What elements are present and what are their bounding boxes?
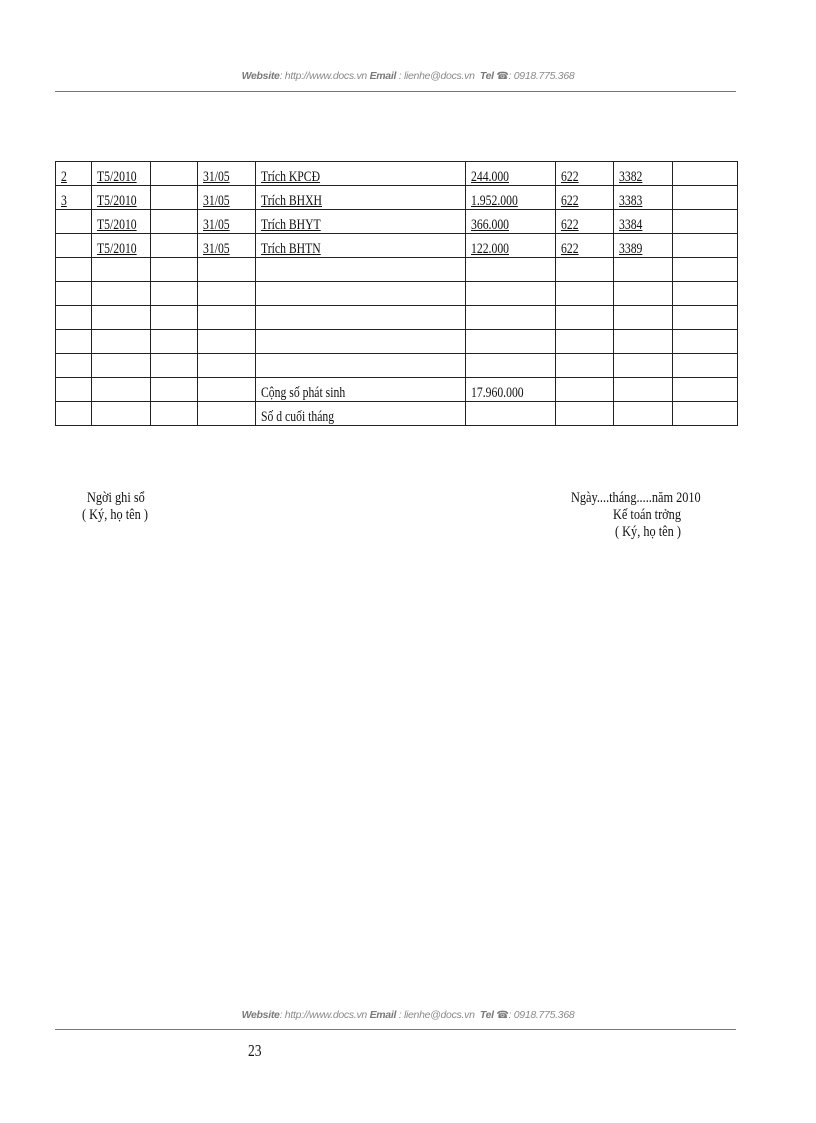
- voucher-ref-cell: [151, 378, 198, 402]
- recorder-title: Ngời ghi sổ: [87, 490, 145, 506]
- entry-no-cell: [56, 402, 92, 426]
- entry-no-cell: [56, 354, 92, 378]
- voucher-date-text: 31/05: [203, 217, 230, 233]
- chief-accountant-signature-block: [571, 490, 741, 541]
- footer-phone-icon: ☎: [496, 1010, 509, 1021]
- credit-account-cell: [614, 210, 673, 234]
- note-cell: [673, 306, 738, 330]
- credit-account-text: 3382: [619, 169, 643, 185]
- description-cell: [256, 306, 466, 330]
- debit-account-cell: [556, 306, 614, 330]
- entry-no-text: 2: [61, 169, 67, 185]
- table-row: [56, 234, 738, 258]
- voucher-date-text: 31/05: [203, 193, 230, 209]
- recorder-signature-block: [82, 490, 162, 524]
- description-cell: [256, 162, 466, 186]
- credit-account-cell: [614, 282, 673, 306]
- amount-cell: [466, 258, 556, 282]
- footer-email-value[interactable]: : lienhe@docs.vn: [398, 1009, 475, 1021]
- description-text: Số d cuối tháng: [261, 409, 335, 425]
- credit-account-text: 3389: [619, 241, 643, 257]
- website-url[interactable]: : http://www.docs.vn: [279, 70, 367, 82]
- voucher-ref-cell: [151, 282, 198, 306]
- voucher-no-text: T5/2010: [97, 193, 137, 209]
- voucher-no-cell: [92, 282, 151, 306]
- voucher-ref-cell: [151, 354, 198, 378]
- description-text: Trích BHTN: [261, 241, 321, 257]
- note-cell: [673, 234, 738, 258]
- debit-account-text: 622: [561, 193, 579, 209]
- debit-account-cell: [556, 354, 614, 378]
- voucher-ref-cell: [151, 186, 198, 210]
- entry-no-cell: [56, 378, 92, 402]
- description-text: Cộng số phát sinh: [261, 385, 346, 401]
- description-cell: [256, 330, 466, 354]
- note-cell: [673, 210, 738, 234]
- footer-website-url[interactable]: : http://www.docs.vn: [279, 1009, 367, 1021]
- amount-text: 244.000: [471, 169, 510, 185]
- amount-text: 1.952.000: [471, 193, 518, 209]
- amount-cell: [466, 234, 556, 258]
- description-text: Trích BHYT: [261, 217, 321, 233]
- description-cell: [256, 378, 466, 402]
- table-row: [56, 402, 738, 426]
- note-cell: [673, 186, 738, 210]
- voucher-ref-cell: [151, 258, 198, 282]
- ledger-body: [56, 162, 738, 426]
- voucher-date-cell: [198, 306, 256, 330]
- voucher-ref-cell: [151, 306, 198, 330]
- voucher-no-text: T5/2010: [97, 169, 137, 185]
- amount-cell: [466, 354, 556, 378]
- credit-account-cell: [614, 354, 673, 378]
- debit-account-cell: [556, 402, 614, 426]
- debit-account-cell: [556, 378, 614, 402]
- page-footer: [0, 1009, 816, 1021]
- table-row: [56, 354, 738, 378]
- voucher-no-text: T5/2010: [97, 217, 137, 233]
- amount-text: 17.960.000: [471, 385, 524, 401]
- header-rule: [55, 91, 736, 92]
- credit-account-cell: [614, 258, 673, 282]
- entry-no-cell: [56, 258, 92, 282]
- page-number: [248, 1041, 265, 1061]
- phone-icon: ☎: [496, 71, 509, 82]
- amount-cell: [466, 306, 556, 330]
- email-value[interactable]: : lienhe@docs.vn: [398, 70, 475, 82]
- voucher-date-cell: [198, 282, 256, 306]
- tel-label: Tel: [479, 70, 494, 82]
- debit-account-cell: [556, 330, 614, 354]
- debit-account-text: 622: [561, 169, 579, 185]
- voucher-ref-cell: [151, 330, 198, 354]
- voucher-ref-cell: [151, 234, 198, 258]
- voucher-no-cell: [92, 258, 151, 282]
- debit-account-cell: [556, 210, 614, 234]
- credit-account-cell: [614, 162, 673, 186]
- note-cell: [673, 258, 738, 282]
- voucher-date-cell: [198, 402, 256, 426]
- footer-tel-label: Tel: [479, 1009, 494, 1021]
- voucher-date-cell: [198, 162, 256, 186]
- voucher-ref-cell: [151, 402, 198, 426]
- entry-no-cell: [56, 234, 92, 258]
- amount-cell: [466, 402, 556, 426]
- description-cell: [256, 258, 466, 282]
- voucher-date-cell: [198, 258, 256, 282]
- voucher-date-cell: [198, 330, 256, 354]
- voucher-no-cell: [92, 234, 151, 258]
- voucher-no-cell: [92, 402, 151, 426]
- amount-cell: [466, 330, 556, 354]
- table-row: [56, 186, 738, 210]
- amount-text: 122.000: [471, 241, 510, 257]
- voucher-date-cell: [198, 354, 256, 378]
- description-cell: [256, 210, 466, 234]
- entry-no-text: 3: [61, 193, 67, 209]
- note-cell: [673, 402, 738, 426]
- note-cell: [673, 162, 738, 186]
- footer-rule: [55, 1029, 736, 1030]
- voucher-no-cell: [92, 306, 151, 330]
- credit-account-cell: [614, 306, 673, 330]
- entry-no-cell: [56, 330, 92, 354]
- entry-no-cell: [56, 282, 92, 306]
- debit-account-cell: [556, 282, 614, 306]
- chief-accountant-title: Kế toán trởng: [613, 507, 681, 523]
- debit-account-text: 622: [561, 217, 579, 233]
- note-cell: [673, 330, 738, 354]
- table-row: [56, 330, 738, 354]
- debit-account-cell: [556, 234, 614, 258]
- credit-account-cell: [614, 402, 673, 426]
- voucher-no-cell: [92, 330, 151, 354]
- footer-email-label: Email: [369, 1009, 397, 1021]
- description-cell: [256, 282, 466, 306]
- voucher-date-cell: [198, 186, 256, 210]
- entry-no-cell: [56, 186, 92, 210]
- voucher-no-text: T5/2010: [97, 241, 137, 257]
- amount-cell: [466, 162, 556, 186]
- email-label: Email: [369, 70, 397, 82]
- credit-account-cell: [614, 330, 673, 354]
- table-row: [56, 210, 738, 234]
- voucher-no-cell: [92, 378, 151, 402]
- voucher-no-cell: [92, 186, 151, 210]
- amount-cell: [466, 282, 556, 306]
- voucher-no-cell: [92, 162, 151, 186]
- table-row: [56, 378, 738, 402]
- entry-no-cell: [56, 162, 92, 186]
- table-row: [56, 282, 738, 306]
- description-cell: [256, 234, 466, 258]
- footer-tel-value: : 0918.775.368: [508, 1009, 575, 1021]
- note-cell: [673, 282, 738, 306]
- description-cell: [256, 186, 466, 210]
- tel-value: : 0918.775.368: [508, 70, 575, 82]
- note-cell: [673, 378, 738, 402]
- recorder-note: ( Ký, họ tên ): [82, 507, 148, 523]
- amount-cell: [466, 378, 556, 402]
- amount-cell: [466, 186, 556, 210]
- voucher-date-cell: [198, 234, 256, 258]
- voucher-ref-cell: [151, 162, 198, 186]
- voucher-date-cell: [198, 378, 256, 402]
- voucher-date-cell: [198, 210, 256, 234]
- description-cell: [256, 354, 466, 378]
- entry-no-cell: [56, 210, 92, 234]
- description-text: Trích BHXH: [261, 193, 323, 209]
- credit-account-text: 3384: [619, 217, 643, 233]
- credit-account-cell: [614, 234, 673, 258]
- voucher-no-cell: [92, 210, 151, 234]
- debit-account-cell: [556, 258, 614, 282]
- chief-accountant-note: ( Ký, họ tên ): [615, 524, 681, 540]
- credit-account-cell: [614, 378, 673, 402]
- voucher-no-cell: [92, 354, 151, 378]
- table-row: [56, 306, 738, 330]
- table-row: [56, 162, 738, 186]
- page-number-text: 23: [248, 1041, 262, 1060]
- credit-account-text: 3383: [619, 193, 643, 209]
- debit-account-text: 622: [561, 241, 579, 257]
- voucher-date-text: 31/05: [203, 241, 230, 257]
- voucher-ref-cell: [151, 210, 198, 234]
- signature-date: Ngày....tháng.....năm 2010: [571, 490, 701, 506]
- credit-account-cell: [614, 186, 673, 210]
- debit-account-cell: [556, 162, 614, 186]
- amount-text: 366.000: [471, 217, 510, 233]
- ledger-table: [55, 161, 738, 426]
- description-cell: [256, 402, 466, 426]
- table-row: [56, 258, 738, 282]
- note-cell: [673, 354, 738, 378]
- debit-account-cell: [556, 186, 614, 210]
- voucher-date-text: 31/05: [203, 169, 230, 185]
- description-text: Trích KPCĐ: [261, 169, 321, 185]
- entry-no-cell: [56, 306, 92, 330]
- website-label: Website: [241, 70, 280, 82]
- footer-website-label: Website: [241, 1009, 280, 1021]
- page-header: [0, 70, 816, 82]
- amount-cell: [466, 210, 556, 234]
